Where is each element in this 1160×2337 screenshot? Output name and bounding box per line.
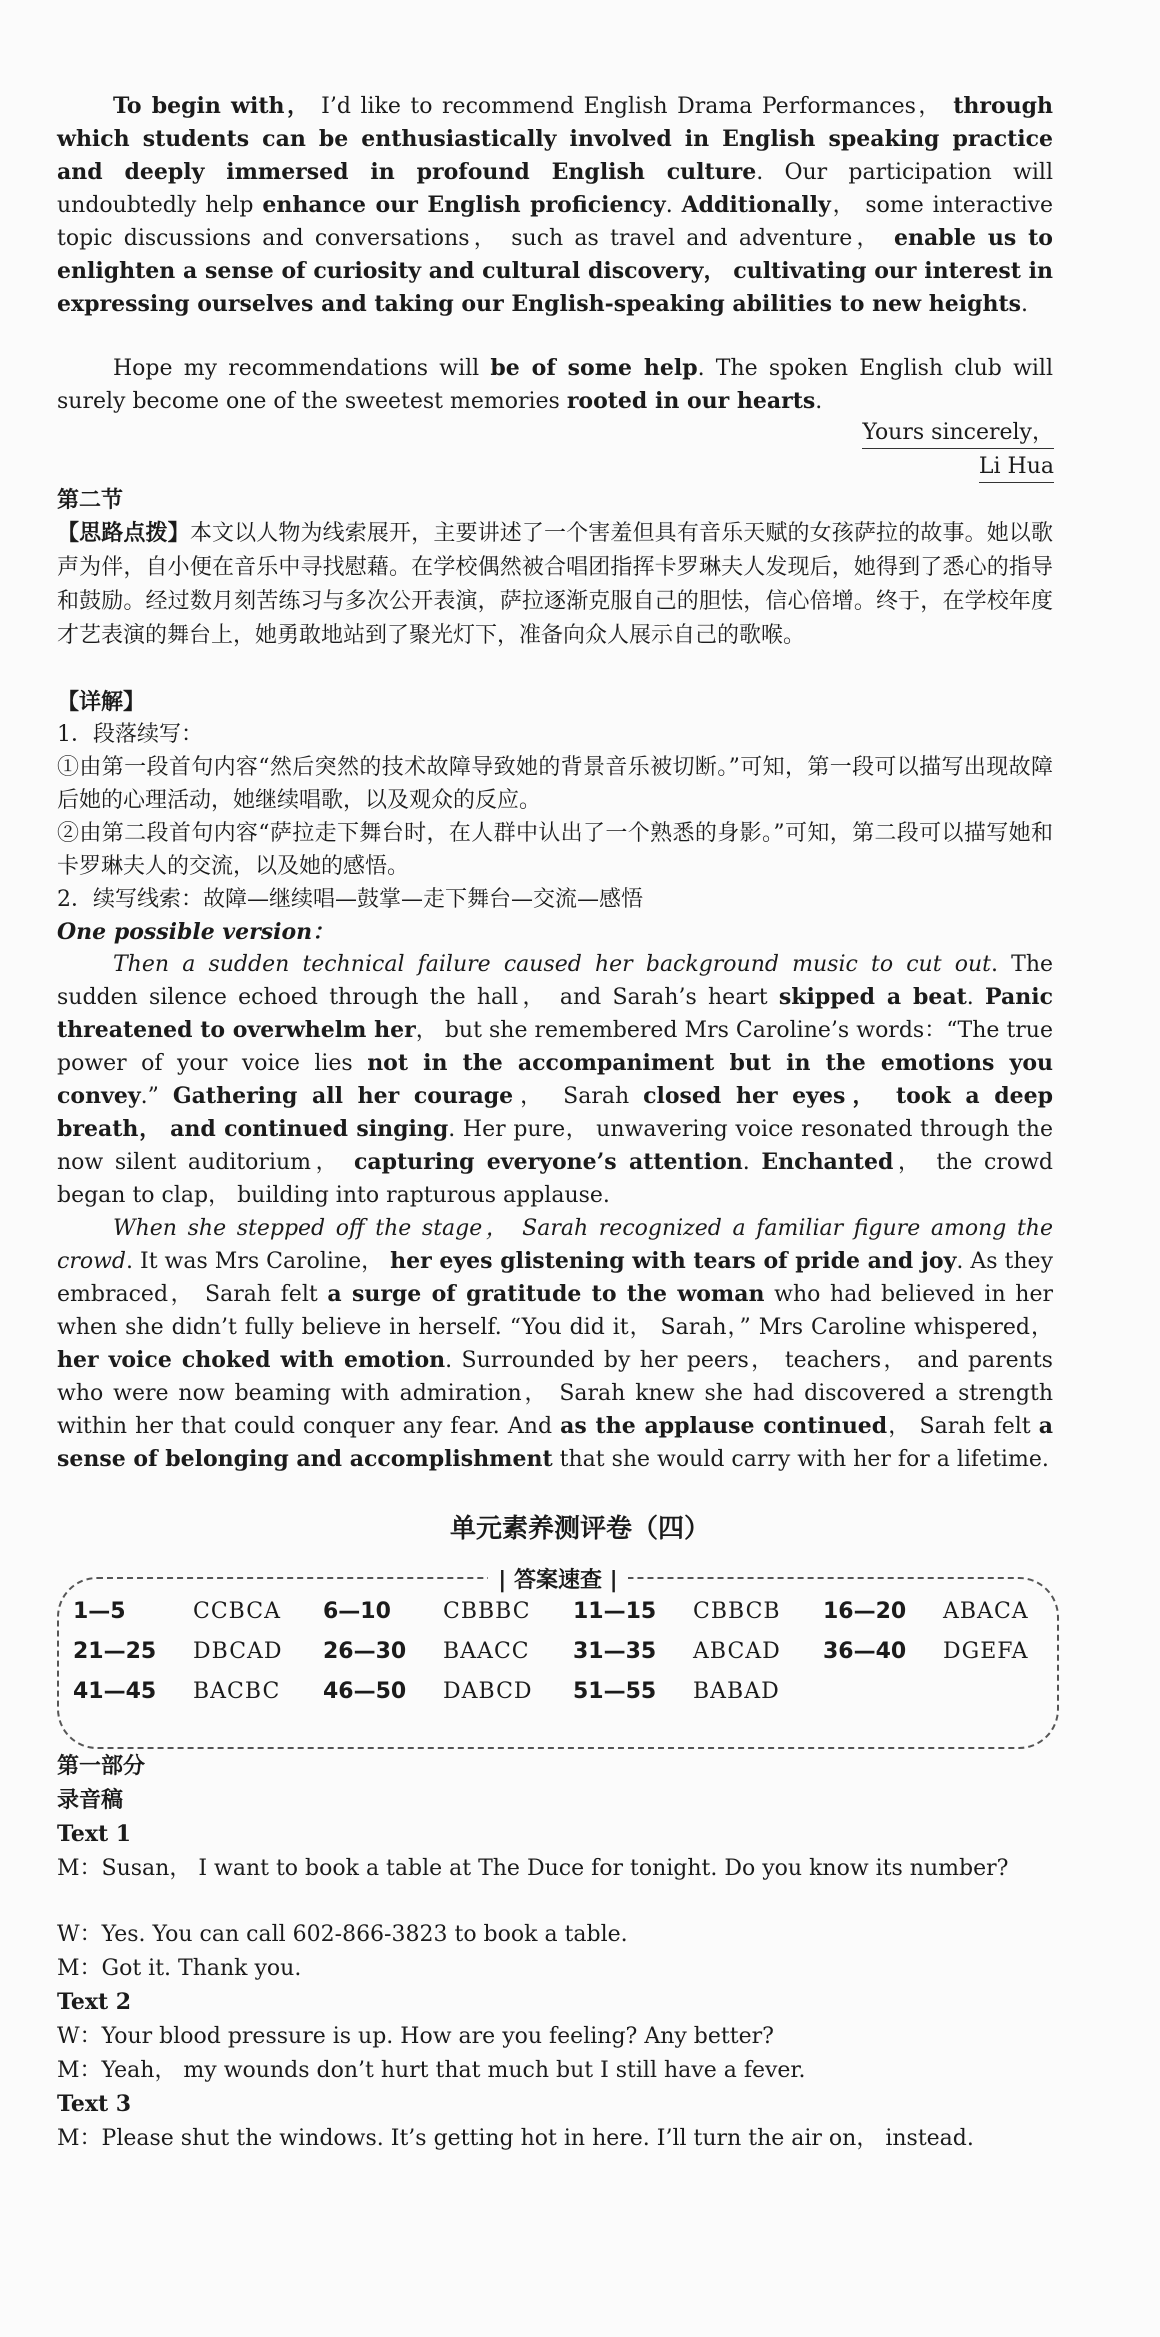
phrase: Panic threatened to overwhelm her xyxy=(57,984,1053,1043)
text: Hope my recommendations will xyxy=(113,356,491,381)
detail-point-2: 2．续写线索：故障—继续唱—鼓掌—走下舞台—交流—感悟 xyxy=(57,887,643,912)
text-1-line-3: M：Got it. Thank you. xyxy=(57,1956,302,1981)
text: . Our participation will undoubtedly help xyxy=(57,160,1053,218)
story-paragraph-2 xyxy=(57,1212,1053,1476)
text: .” xyxy=(140,1084,173,1109)
given-sentence: Then a sudden technical failure caused her background music to cut out xyxy=(113,952,991,977)
tips-label: 【思路点拨】 xyxy=(57,520,190,546)
answer-key-box xyxy=(57,1568,1059,1749)
answer-values: DBCAD xyxy=(193,1639,283,1664)
tips-paragraph xyxy=(57,516,1053,653)
answer-group xyxy=(573,1679,780,1704)
transcript-heading: 录音稿 xyxy=(57,1787,124,1813)
answer-group xyxy=(823,1639,1029,1664)
text: . Her pure， unwavering voice resonated through the now silent auditorium， xyxy=(57,1117,1053,1175)
answer-key-label: | 答案速查 | xyxy=(488,1568,627,1593)
answer-values: CCBCA xyxy=(193,1599,281,1624)
detail-label: 【详解】 xyxy=(57,689,146,715)
letter-paragraph-2 xyxy=(57,352,1053,418)
text: . The spoken English club will surely become one of the sweetest memories xyxy=(57,356,1054,414)
text: ， the crowd began to clap， building into rapturous applause. xyxy=(57,1150,1053,1208)
answer-range: 6—10 xyxy=(323,1599,391,1624)
answer-range: 21—25 xyxy=(73,1639,157,1664)
answer-values: DGEFA xyxy=(943,1639,1029,1664)
text: . As they embraced， Sarah felt xyxy=(57,1249,1053,1307)
answer-group xyxy=(323,1639,530,1664)
text: ， but she remembered Mrs Caroline’s words：“The true power of your voice lies xyxy=(57,1018,1054,1076)
answer-range: 26—30 xyxy=(323,1639,407,1664)
answer-group xyxy=(323,1679,533,1704)
phrase: Gathering all her courage xyxy=(172,1083,514,1109)
phrase: as the applause continued xyxy=(560,1413,888,1439)
text: ， Sarah felt xyxy=(887,1414,1039,1439)
unit-test-title: 单元素养测评卷（四） xyxy=(449,1514,710,1544)
phrase: her eyes glistening with tears of pride and joy xyxy=(390,1248,957,1274)
section-2-heading: 第二节 xyxy=(57,487,124,513)
answer-label-wrap xyxy=(59,1563,1057,1594)
answer-group xyxy=(73,1639,283,1664)
text: that she would carry with her for a lifetime. xyxy=(552,1447,1049,1472)
answer-range: 16—20 xyxy=(823,1599,907,1624)
answer-range: 1—5 xyxy=(73,1599,126,1624)
text: . xyxy=(1021,292,1029,317)
text: who had believed in her when she didn’t fully believe in herself. “You did it， Sarah，” Mrs Caroline whispered， xyxy=(57,1282,1054,1340)
text: . Surrounded by her peers， teachers， and parents who were now beaming with admiration， Sarah knew she had discovered a strength within her that could conquer any fear. And xyxy=(57,1348,1053,1439)
letter-paragraph-1 xyxy=(57,90,1053,321)
answer-values: BACBC xyxy=(193,1679,281,1704)
phrase: be of some help xyxy=(490,355,698,381)
text: ， Sarah xyxy=(513,1084,644,1109)
answer-range: 51—55 xyxy=(573,1679,657,1704)
phrase: through which students can be enthusiastically involved in English speaking practice and deeply immersed in profound English culture xyxy=(57,93,1053,185)
answer-values: DABCD xyxy=(443,1679,533,1704)
text-2-label: Text 2 xyxy=(57,1989,132,2015)
phrase: Additionally xyxy=(681,192,831,218)
answer-values: BAACC xyxy=(443,1639,530,1664)
text: I’d like to recommend English Drama Performances， xyxy=(311,94,943,119)
answer-values: ABACA xyxy=(943,1599,1029,1624)
answer-values: CBBBC xyxy=(443,1599,531,1624)
answer-range: 31—35 xyxy=(573,1639,657,1664)
answer-values: ABCAD xyxy=(693,1639,781,1664)
version-label: One possible version： xyxy=(57,919,335,945)
phrase: a sense of belonging and accomplishment xyxy=(57,1413,1053,1472)
text: . The sudden silence echoed through the hall， and Sarah’s heart xyxy=(57,952,1054,1010)
answer-group xyxy=(573,1599,781,1624)
text: . xyxy=(665,193,682,218)
letter-signature: Li Hua xyxy=(979,452,1054,483)
text-1-line-2: W：Yes. You can call 602-866-3823 to book a table. xyxy=(57,1922,628,1947)
story-paragraph-1 xyxy=(57,948,1053,1212)
answer-group xyxy=(573,1639,781,1664)
answer-range: 36—40 xyxy=(823,1639,907,1664)
text: . xyxy=(966,985,986,1010)
answer-group xyxy=(73,1679,281,1704)
phrase: a surge of gratitude to the woman xyxy=(327,1281,765,1307)
text-3-line-1: M：Please shut the windows. It’s getting hot in here. I’ll turn the air on， instead. xyxy=(57,2126,974,2151)
part-1-heading: 第一部分 xyxy=(57,1753,146,1779)
answer-values: CBBCB xyxy=(693,1599,781,1624)
text-1-line-1: M：Susan， I want to book a table at The Duce for tonight. Do you know its number? xyxy=(57,1856,1009,1881)
detail-point-1: 1．段落续写： xyxy=(57,722,203,747)
letter-closing: Yours sincerely， xyxy=(862,418,1054,449)
answer-group xyxy=(823,1599,1029,1624)
detail-point-1a: ①由第一段首句内容“然后突然的技术故障导致她的背景音乐被切断。”可知，第一段可以描写出现故障后她的心理活动，她继续唱歌，以及观众的反应。 xyxy=(57,755,1053,813)
text: . It was Mrs Caroline， xyxy=(126,1249,391,1274)
phrase: enhance our English proficiency xyxy=(262,192,666,218)
text: . xyxy=(815,389,823,414)
phrase: skipped a beat xyxy=(778,984,967,1010)
tips-text: 本文以人物为线索展开，主要讲述了一个害羞但具有音乐天赋的女孩萨拉的故事。她以歌声为伴，自小便在音乐中寻找慰藉。在学校偶然被合唱团指挥卡罗琳夫人发现后，她得到了悉心的指导和鼓励。经过数月刻苦练习与多次公开表演，萨拉逐渐克服自己的胆怯，信心倍增。终于，在学校年度才艺表演的舞台上，她勇敢地站到了聚光灯下，准备向众人展示自己的歌喉。 xyxy=(57,521,1053,648)
text-3-label: Text 3 xyxy=(57,2091,132,2117)
phrase: enable us to enlighten a sense of curiosity and cultural discovery， cultivating our interest in expressing ourselves and taking our English-speaking abilities to new heights xyxy=(57,225,1053,317)
text: . xyxy=(742,1150,762,1175)
answer-group xyxy=(323,1599,531,1624)
phrase: Enchanted xyxy=(761,1149,894,1175)
phrase: rooted in our hearts xyxy=(566,388,816,414)
text-2-line-2: M：Yeah， my wounds don’t hurt that much but I still have a fever. xyxy=(57,2058,806,2083)
phrase: not in the accompaniment but in the emotions you convey xyxy=(57,1050,1053,1109)
text-2-line-1: W：Your blood pressure is up. How are you feeling? Any better? xyxy=(57,2024,774,2049)
detail-point-1b: ②由第二段首句内容“萨拉走下舞台时，在人群中认出了一个熟悉的身影。”可知，第二段可以描写她和卡罗琳夫人的交流，以及她的感悟。 xyxy=(57,821,1053,879)
answer-values: BABAD xyxy=(693,1679,780,1704)
phrase: To begin with， xyxy=(113,93,312,119)
answer-range: 46—50 xyxy=(323,1679,407,1704)
answer-range: 11—15 xyxy=(573,1599,657,1624)
phrase: closed her eyes， took a deep breath， and continued singing xyxy=(57,1083,1054,1142)
text-1-label: Text 1 xyxy=(57,1821,132,1847)
given-sentence: When she stepped off the stage， Sarah recognized a familiar figure among the crowd xyxy=(57,1216,1053,1274)
answer-range: 41—45 xyxy=(73,1679,157,1704)
text: ， some interactive topic discussions and conversations， such as travel and adventure， xyxy=(57,193,1054,251)
phrase: her voice choked with emotion xyxy=(57,1347,446,1373)
phrase: capturing everyone’s attention xyxy=(353,1149,743,1175)
answer-group xyxy=(73,1599,281,1624)
